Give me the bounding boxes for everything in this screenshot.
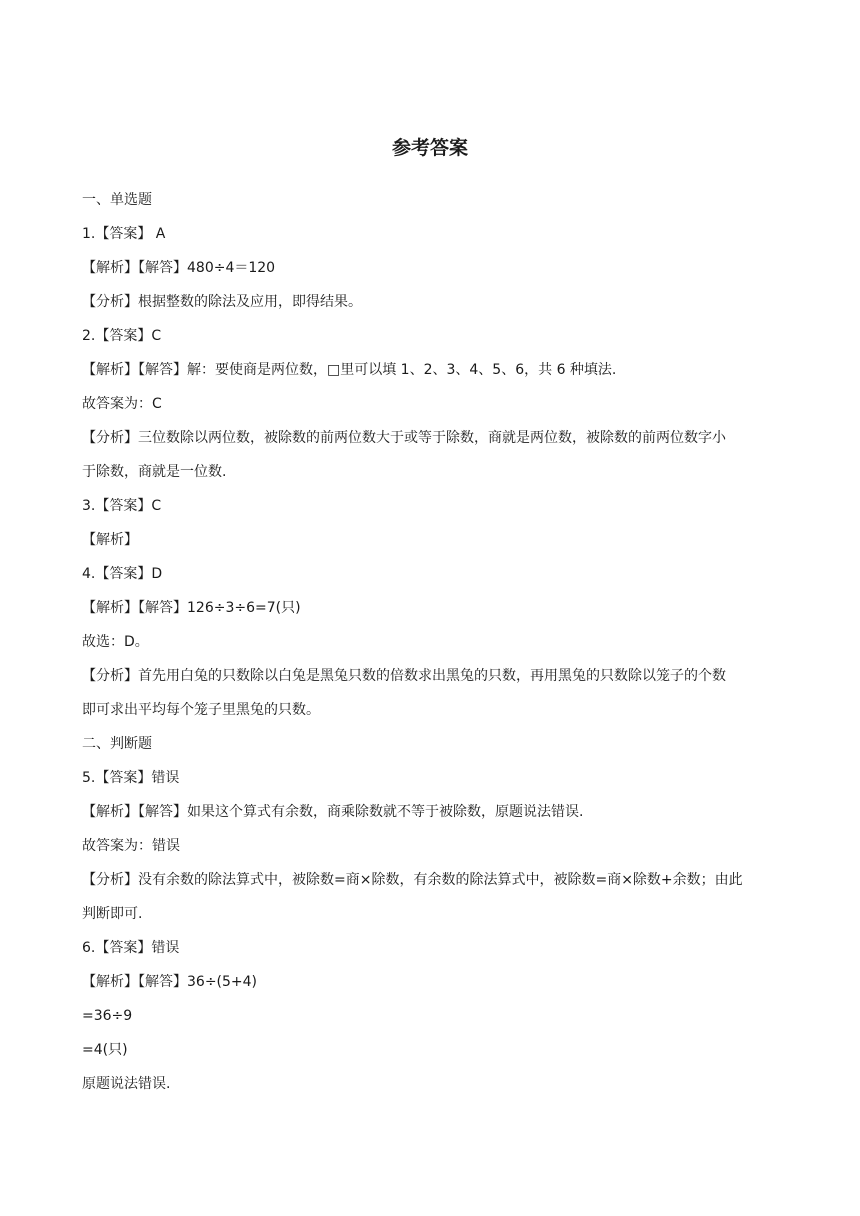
section-heading-judgement [82,727,782,761]
text-line: 4.【答案】D [82,566,163,582]
answer-6 [82,931,782,965]
answer-content [82,183,782,1101]
text-line: =36÷9 [82,1008,133,1024]
explanation-3 [82,523,782,557]
explanation-1 [82,251,782,285]
text-line: 【解析】【解答】126÷3÷6=7(只) [82,600,301,616]
text-line: 于除数，商就是一位数. [82,464,227,480]
text-line: 【分析】首先用白兔的只数除以白兔是黑兔只数的倍数求出黑兔的只数，再用黑兔的只数除以笼子的个数 [82,668,726,684]
text-line: 2.【答案】C [82,328,162,344]
text-line: 故选：D。 [82,634,149,650]
conclusion-2 [82,387,782,421]
text-line: 即可求出平均每个笼子里黑兔的只数。 [82,702,320,718]
text-line: 故答案为：错误 [82,838,180,854]
text-line: 原题说法错误. [82,1076,171,1092]
text-line: 【解析】【解答】480÷4＝120 [82,260,276,276]
explanation-6 [82,965,782,1101]
answer-1 [82,217,782,251]
text-line: 1.【答案】 A [82,226,166,242]
text-line: 【解析】【解答】如果这个算式有余数，商乘除数就不等于被除数，原题说法错误. [82,804,584,820]
answer-3 [82,489,782,523]
conclusion-4 [82,625,782,659]
explanation-4 [82,591,782,625]
text-line: 3.【答案】C [82,498,162,514]
text-line: 【分析】三位数除以两位数，被除数的前两位数大于或等于除数，商就是两位数，被除数的前两位数字小 [82,430,726,446]
analysis-4 [82,659,782,727]
answer-2 [82,319,782,353]
conclusion-5 [82,829,782,863]
section-heading-single-choice [82,183,782,217]
text-line: 二、判断题 [82,736,152,752]
explanation-5 [82,795,782,829]
analysis-1 [82,285,782,319]
text-line: 6.【答案】错误 [82,940,180,956]
text-line: 【解析】【解答】解：要使商是两位数，□里可以填 1、2、3、4、5、6，共 6 种填法. [82,362,617,378]
text-line: 5.【答案】错误 [82,770,180,786]
analysis-2 [82,421,782,489]
text-line: =4(只) [82,1042,128,1058]
text-line: 【解析】【解答】36÷(5+4) [82,974,258,990]
explanation-2 [82,353,782,387]
answer-4 [82,557,782,591]
text-line: 判断即可. [82,906,143,922]
analysis-5 [82,863,782,931]
text-line: 一、单选题 [82,192,152,208]
text-line: 【解析】 [82,532,138,548]
page-title: 参考答案 [391,137,468,159]
text-line: 故答案为：C [82,396,162,412]
text-line: 【分析】没有余数的除法算式中，被除数=商×除数，有余数的除法算式中，被除数=商×除数+余数；由此 [82,872,743,888]
answer-5 [82,761,782,795]
text-line: 【分析】根据整数的除法及应用，即得结果。 [82,294,362,310]
